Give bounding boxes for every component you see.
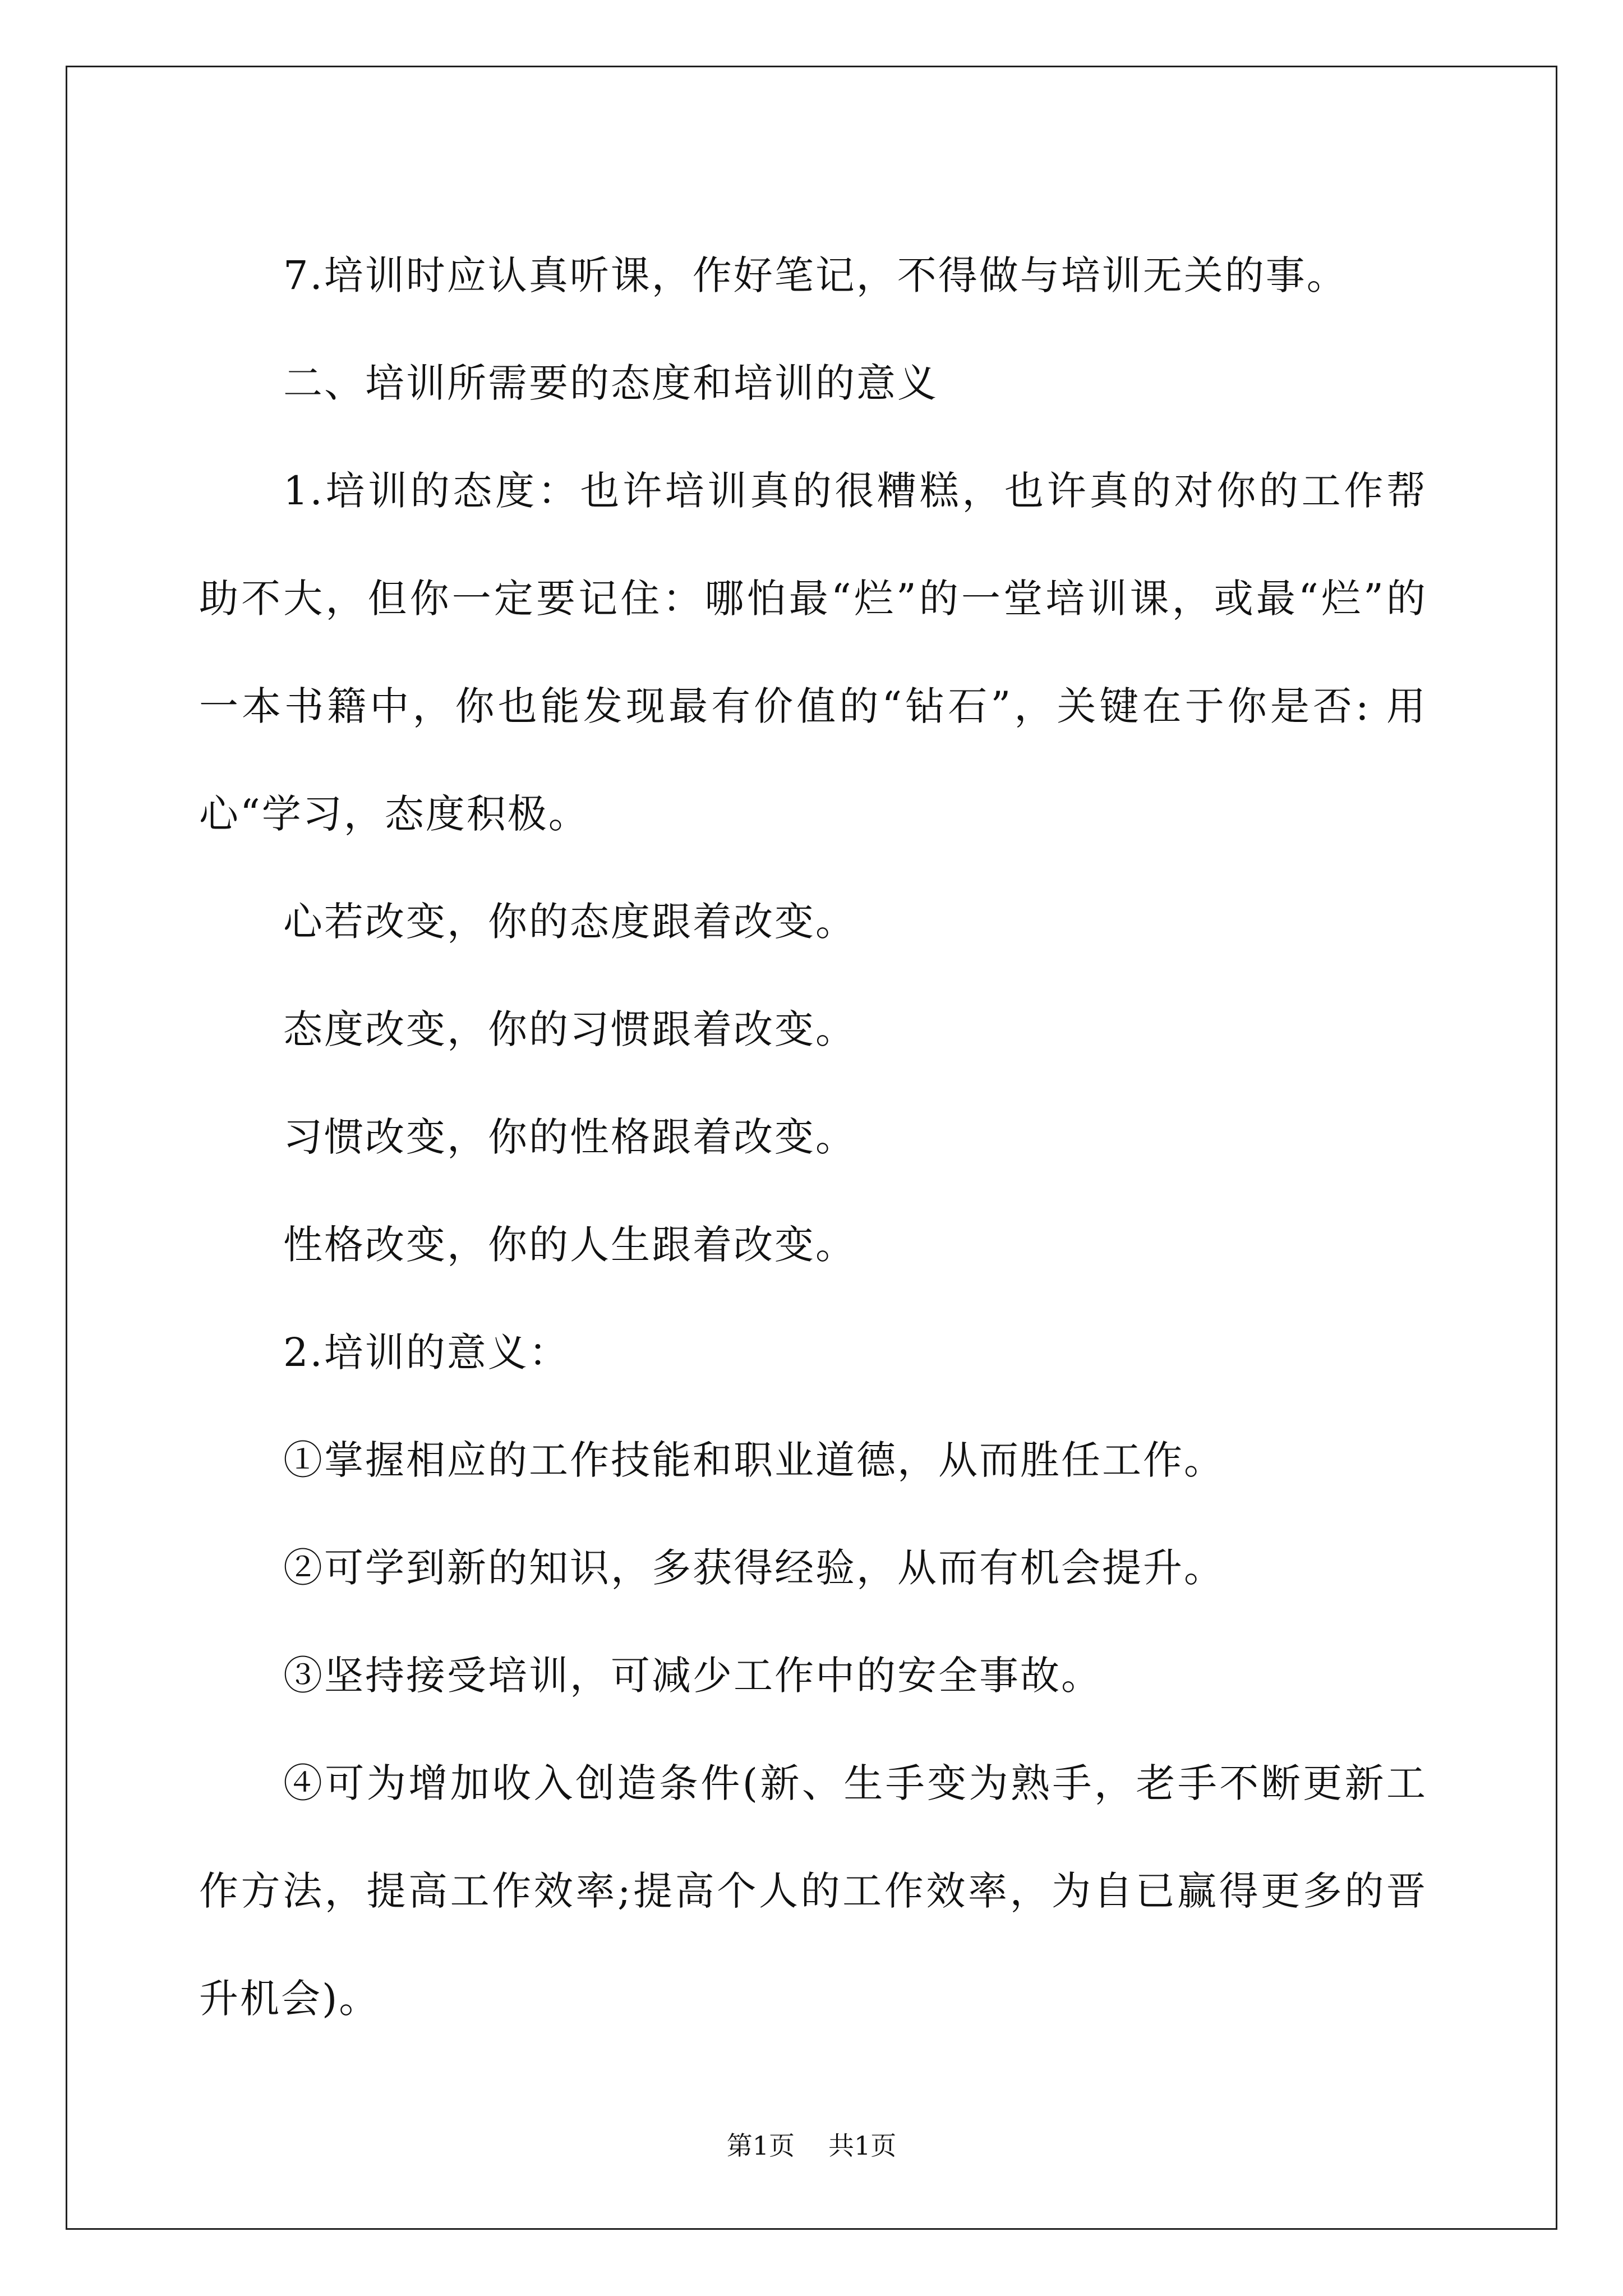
paragraph-heart-change: 心若改变，你的态度跟着改变。 (283, 899, 856, 945)
list-item-1: ①掌握相应的工作技能和职业道德，从而胜任工作。 (283, 1437, 1225, 1483)
paragraph-character-change: 性格改变，你的人生跟着改变。 (283, 1222, 856, 1268)
paragraph-item-7: 7.培训时应认真听课，作好笔记，不得做与培训无关的事。 (283, 252, 1348, 298)
paragraph-habit-change: 习惯改变，你的性格跟着改变。 (283, 1114, 856, 1160)
document-body (199, 222, 1427, 2053)
page-footer (0, 2129, 1623, 2162)
section-heading: 二、培训所需要的态度和培训的意义 (283, 360, 938, 406)
paragraph-attitude: 1.培训的态度：也许培训真的很糟糕，也许真的对你的工作帮助不大，但你一定要记住：哪怕最“烂”的一堂培训课，或最“烂”的一本书籍中，你也能发现最有价值的“钻石”，关键在于你是否: 用心“学习，态度积极。 (199, 468, 1427, 837)
list-item-2: ②可学到新的知识，多获得经验，从而有机会提升。 (283, 1545, 1225, 1591)
paragraph-meaning-heading: 2.培训的意义： (283, 1329, 570, 1375)
page-number-current: 第1页 (726, 2131, 795, 2161)
list-item-3: ③坚持接受培训，可减少工作中的安全事故。 (283, 1653, 1102, 1699)
page-number-total: 共1页 (828, 2131, 897, 2161)
paragraph-attitude-change: 态度改变，你的习惯跟着改变。 (283, 1006, 856, 1052)
list-item-4: ④可为增加收入创造条件(新、生手变为熟手，老手不断更新工作方法，提高工作效率;提高个人的工作效率，为自已赢得更多的晋升机会)。 (199, 1760, 1427, 2022)
